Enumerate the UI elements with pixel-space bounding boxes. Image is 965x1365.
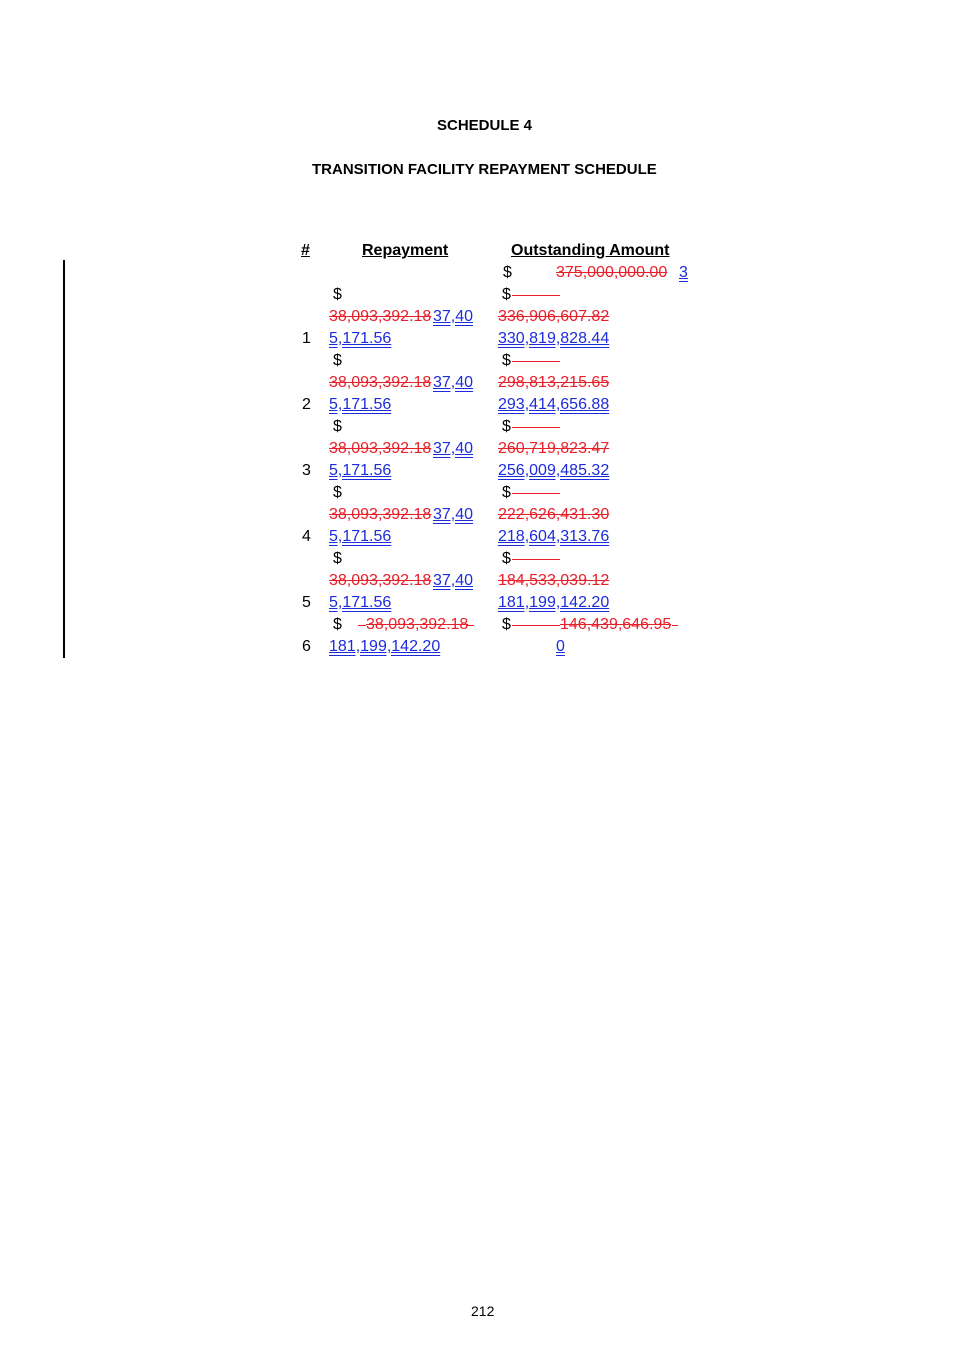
deleted-tab-strike bbox=[512, 625, 560, 626]
outstanding-inserted: 330,819,828.44 bbox=[498, 330, 610, 347]
outstanding-inserted: 218,604,313.76 bbox=[498, 528, 610, 545]
row-number: 4 bbox=[302, 528, 311, 545]
deleted-tab-strike bbox=[466, 625, 474, 626]
dollar-sign: $ bbox=[502, 352, 511, 369]
deleted-tab-strike bbox=[512, 427, 560, 428]
repayment-inserted-part: 37,40 bbox=[433, 308, 474, 325]
repayment-deleted: 38,093,392.18 bbox=[329, 440, 432, 457]
repayment-inserted: 5,171.56 bbox=[329, 396, 392, 413]
deleted-tab-strike bbox=[512, 361, 560, 362]
deleted-tab-strike bbox=[512, 559, 560, 560]
header-outstanding-amount: Outstanding Amount bbox=[511, 242, 670, 259]
deleted-tab-strike bbox=[512, 295, 560, 296]
dollar-sign: $ bbox=[502, 484, 511, 501]
repayment-inserted: 5,171.56 bbox=[329, 330, 392, 347]
repayment-inserted-part: 37,40 bbox=[433, 572, 474, 589]
dollar-sign: $ bbox=[333, 286, 342, 303]
dollar-sign: $ bbox=[502, 550, 511, 567]
row-number: 6 bbox=[302, 638, 311, 655]
repayment-deleted: 38,093,392.18 bbox=[329, 308, 432, 325]
initial-outstanding-inserted: 3 bbox=[679, 264, 688, 281]
dollar-sign: $ bbox=[503, 264, 512, 281]
outstanding-inserted: 0 bbox=[556, 638, 565, 655]
repayment-inserted-part: 37,40 bbox=[433, 506, 474, 523]
repayment-deleted: 38,093,392.18 bbox=[329, 374, 432, 391]
outstanding-inserted: 181,199,142.20 bbox=[498, 594, 610, 611]
repayment-inserted: 5,171.56 bbox=[329, 528, 392, 545]
dollar-sign: $ bbox=[502, 418, 511, 435]
outstanding-deleted: 260,719,823.47 bbox=[498, 440, 610, 457]
repayment-deleted: 38,093,392.18 bbox=[366, 616, 469, 633]
initial-outstanding-deleted: 375,000,000.00 bbox=[556, 264, 668, 281]
dollar-sign: $ bbox=[502, 616, 511, 633]
row-number: 3 bbox=[302, 462, 311, 479]
deleted-tab-strike bbox=[358, 625, 366, 626]
outstanding-deleted: 146,439,646.95 bbox=[560, 616, 672, 633]
outstanding-deleted: 184,533,039.12 bbox=[498, 572, 610, 589]
deleted-tab-strike bbox=[672, 625, 678, 626]
repayment-inserted-part: 37,40 bbox=[433, 374, 474, 391]
repayment-inserted: 181,199,142.20 bbox=[329, 638, 441, 655]
revision-change-bar bbox=[63, 260, 65, 658]
outstanding-deleted: 222,626,431.30 bbox=[498, 506, 610, 523]
outstanding-deleted: 298,813,215.65 bbox=[498, 374, 610, 391]
header-repayment: Repayment bbox=[362, 242, 449, 259]
repayment-deleted: 38,093,392.18 bbox=[329, 506, 432, 523]
repayment-inserted: 5,171.56 bbox=[329, 462, 392, 479]
deleted-tab-strike bbox=[512, 493, 560, 494]
dollar-sign: $ bbox=[333, 418, 342, 435]
schedule-title: SCHEDULE 4 bbox=[437, 117, 533, 134]
repayment-inserted: 5,171.56 bbox=[329, 594, 392, 611]
page-number: 212 bbox=[471, 1303, 495, 1319]
outstanding-inserted: 256,009,485.32 bbox=[498, 462, 610, 479]
outstanding-deleted: 336,906,607.82 bbox=[498, 308, 610, 325]
dollar-sign: $ bbox=[502, 286, 511, 303]
row-number: 1 bbox=[302, 330, 311, 347]
dollar-sign: $ bbox=[333, 484, 342, 501]
schedule-subtitle: TRANSITION FACILITY REPAYMENT SCHEDULE bbox=[312, 161, 657, 178]
dollar-sign: $ bbox=[333, 616, 342, 633]
row-number: 2 bbox=[302, 396, 311, 413]
repayment-deleted: 38,093,392.18 bbox=[329, 572, 432, 589]
repayment-inserted-part: 37,40 bbox=[433, 440, 474, 457]
row-number: 5 bbox=[302, 594, 311, 611]
dollar-sign: $ bbox=[333, 352, 342, 369]
dollar-sign: $ bbox=[333, 550, 342, 567]
header-number: # bbox=[301, 242, 310, 259]
outstanding-inserted: 293,414,656.88 bbox=[498, 396, 610, 413]
